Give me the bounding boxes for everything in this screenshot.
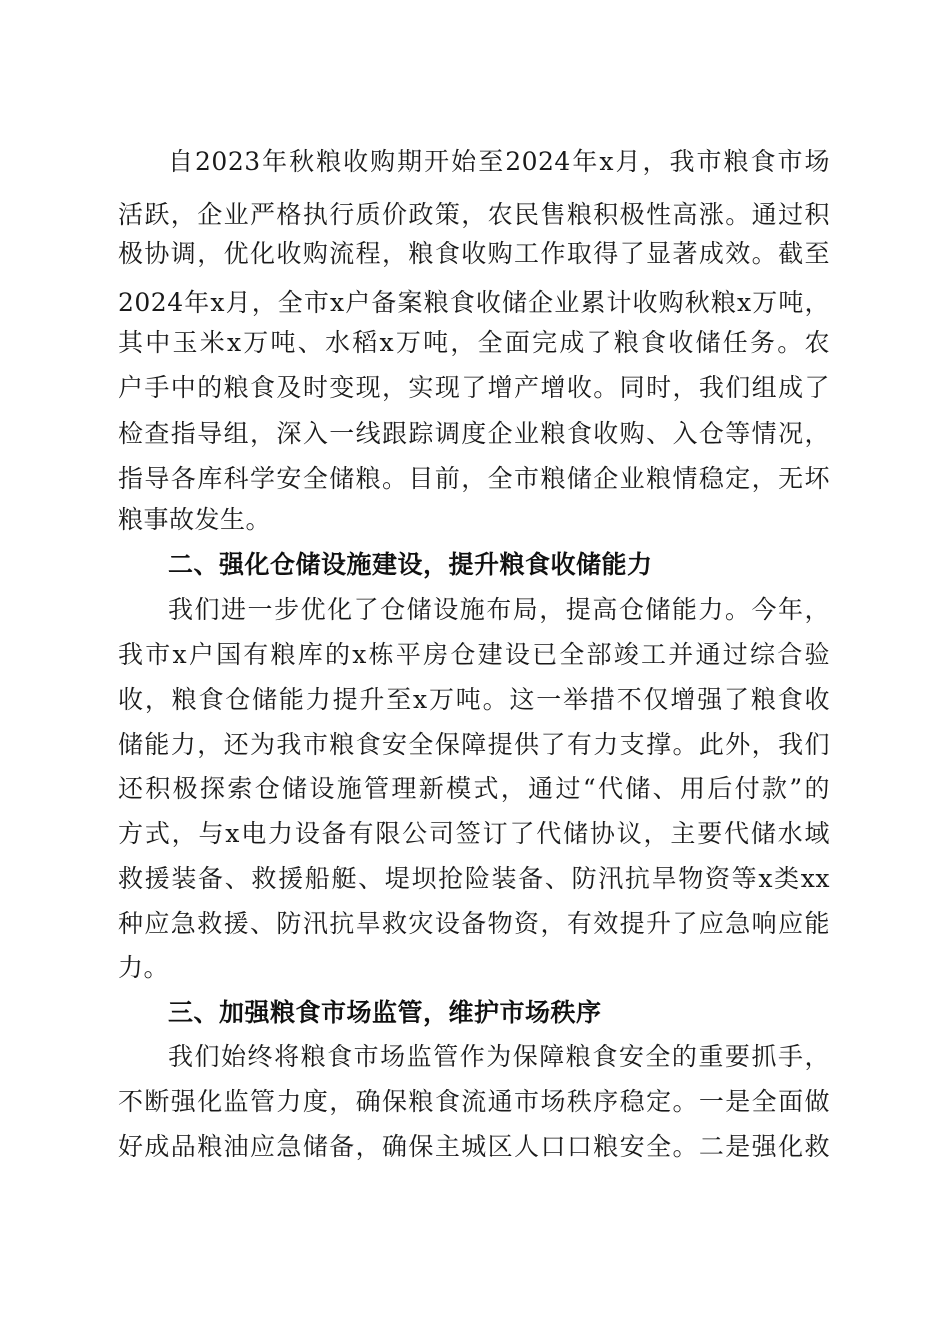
- paragraph-2-line: 收，粮食仓储能力提升至x万吨。这一举措不仅增强了粮食收: [118, 685, 830, 714]
- paragraph-3-line: 我们始终将粮食市场监管作为保障粮食安全的重要抓手，: [168, 1042, 830, 1071]
- paragraph-1-line: 指导各库科学安全储粮。目前，全市粮储企业粮情稳定，无坏: [118, 464, 830, 493]
- paragraph-1-line: 自2023年秋粮收购期开始至2024年x月，我市粮食市场: [168, 147, 830, 176]
- paragraph-1-line: 其中玉米x万吨、水稻x万吨，全面完成了粮食收储任务。农: [118, 328, 830, 357]
- paragraph-2-line: 我市x户国有粮库的x栋平房仓建设已全部竣工并通过综合验: [118, 640, 830, 669]
- paragraph-1-line: 户手中的粮食及时变现，实现了增产增收。同时，我们组成了: [118, 373, 830, 402]
- paragraph-2-line: 方式，与x电力设备有限公司签订了代储协议，主要代储水域: [118, 819, 830, 848]
- paragraph-2-line: 力。: [118, 953, 170, 982]
- paragraph-2-line: 储能力，还为我市粮食安全保障提供了有力支撑。此外，我们: [118, 730, 830, 759]
- section-heading-3: 三、加强粮食市场监管，维护市场秩序: [168, 998, 602, 1027]
- paragraph-1-line: 极协调，优化收购流程，粮食收购工作取得了显著成效。截至: [118, 239, 830, 268]
- paragraph-2-line: 我们进一步优化了仓储设施布局，提高仓储能力。今年，: [168, 595, 830, 624]
- paragraph-1-line: 粮事故发生。: [118, 505, 272, 534]
- paragraph-3-line: 好成品粮油应急储备，确保主城区人口口粮安全。二是强化救: [118, 1132, 830, 1161]
- paragraph-2-line: 还积极探索仓储设施管理新模式，通过“代储、用后付款”的: [118, 774, 830, 803]
- paragraph-2-line: 救援装备、救援船艇、堤坝抢险装备、防汛抗旱物资等x类xx: [118, 864, 830, 893]
- paragraph-1-line: 2024年x月，全市x户备案粮食收储企业累计收购秋粮x万吨，: [118, 288, 830, 317]
- paragraph-3-line: 不断强化监管力度，确保粮食流通市场秩序稳定。一是全面做: [118, 1087, 830, 1116]
- paragraph-1-line: 检查指导组，深入一线跟踪调度企业粮食收购、入仓等情况，: [118, 419, 830, 448]
- paragraph-2-line: 种应急救援、防汛抗旱救灾设备物资，有效提升了应急响应能: [118, 909, 830, 938]
- section-heading-2: 二、强化仓储设施建设，提升粮食收储能力: [168, 550, 653, 579]
- paragraph-1-line: 活跃，企业严格执行质价政策，农民售粮积极性高涨。通过积: [118, 200, 830, 229]
